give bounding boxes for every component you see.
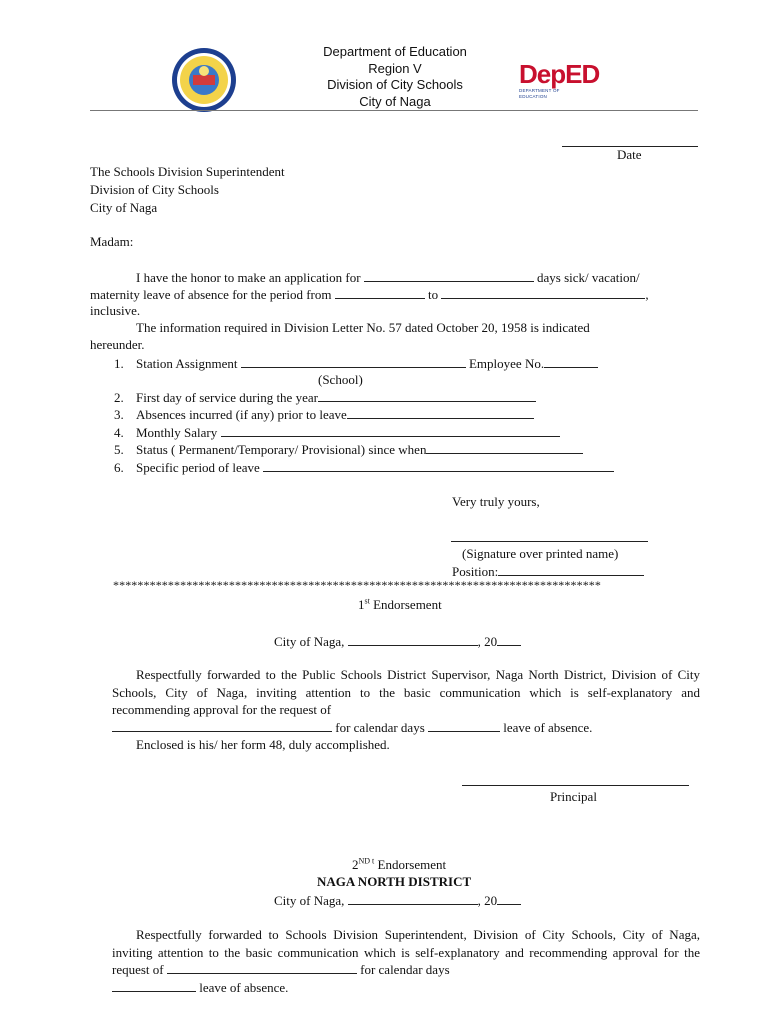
absences-blank[interactable] — [347, 406, 534, 419]
body-text: days sick/ vacation/ — [537, 270, 640, 285]
employee-no-blank[interactable] — [544, 355, 598, 368]
district-heading — [317, 874, 471, 890]
principal-signature-line[interactable] — [462, 785, 689, 786]
period-to-blank[interactable] — [441, 286, 645, 299]
endorsement-text: for calendar days — [335, 720, 425, 735]
endorsement-2-request-blank[interactable] — [167, 961, 357, 974]
item-extra-label: Employee No. — [468, 356, 545, 371]
body-line — [136, 269, 640, 286]
date-label: Date — [617, 147, 642, 162]
station-blank[interactable] — [241, 355, 466, 368]
body-text: maternity leave of absence for the period from — [90, 287, 332, 302]
district-name: NAGA NORTH DISTRICT — [317, 874, 472, 889]
item-number: 5. — [114, 442, 124, 457]
header-divider — [90, 110, 698, 111]
separator: ******************************************************************************** — [113, 578, 601, 592]
endorsement-2-body-end — [112, 979, 288, 996]
letterhead-line: Department of Education — [323, 44, 467, 59]
item-number: 3. — [114, 407, 124, 422]
ordinal-suffix: st — [364, 596, 370, 606]
title-text: Endorsement — [374, 857, 447, 872]
item-number: 2. — [114, 390, 124, 405]
ordinal: 1 — [358, 597, 365, 612]
list-item — [114, 406, 534, 423]
endorsement-1-body — [112, 666, 700, 719]
endorsement-2-date-blank[interactable] — [348, 892, 478, 905]
item-label: Station Assignment — [136, 356, 238, 371]
list-item — [114, 424, 560, 441]
signature-label: (Signature over printed name) — [462, 546, 619, 561]
addressee-line: Division of City Schools — [90, 182, 219, 197]
position-blank[interactable] — [498, 563, 644, 576]
item-label: Specific period of leave — [136, 460, 260, 475]
list-item — [114, 459, 614, 476]
salary-blank[interactable] — [221, 424, 560, 437]
body-text: hereunder. — [90, 337, 145, 352]
body-text: to — [427, 287, 439, 302]
signature-line[interactable] — [451, 541, 648, 542]
addressee-line: City of Naga — [90, 200, 158, 215]
body-text: inclusive. — [90, 303, 141, 318]
addressee-line: The Schools Division Superintendent — [90, 164, 285, 179]
body-text: The information required in Division Letter No. 57 dated October 20, 1958 is indicated — [136, 320, 590, 335]
item-number: 1. — [114, 356, 124, 371]
ordinal-suffix: ND t — [358, 856, 375, 866]
list-item — [114, 355, 598, 372]
item-number: 6. — [114, 460, 124, 475]
item-label: Monthly Salary — [136, 425, 218, 440]
period-blank[interactable] — [263, 459, 614, 472]
days-blank[interactable] — [364, 269, 534, 282]
endorsement-text: Respectfully forwarded to Schools Division Superintendent, Division of City Schools, City of Naga, inviting attention to the basic communication which is self-explanatory and recommending approval for the request of — [112, 927, 700, 977]
endorsement-text: leave of absence. — [503, 720, 593, 735]
endorsement-text: Respectfully forwarded to the Public Schools District Supervisor, Naga North District, Division of City Schools, City of Naga, inviting attention to the basic communication which is self-explanatory and recommending approval for the request of — [112, 667, 700, 717]
letterhead-line: City of Naga — [359, 93, 431, 109]
year-label: , 20 — [477, 634, 498, 649]
endorsement-text: for calendar days — [360, 962, 450, 977]
endorsement-2-title — [352, 857, 446, 873]
city-label: City of Naga, — [274, 893, 345, 908]
endorsement-1-enclosure: Enclosed is his/ her form 48, duly accomplished. — [136, 737, 390, 752]
position-label: Position: — [452, 564, 499, 579]
endorsement-text: leave of absence. — [199, 980, 289, 995]
endorsement-2-year-blank[interactable] — [497, 892, 521, 905]
body-text: , — [645, 287, 649, 302]
endorsement-1-date — [274, 633, 521, 650]
list-item — [114, 389, 536, 406]
endorsement-2-days-blank[interactable] — [112, 979, 196, 992]
letterhead-line: Region V — [368, 60, 422, 76]
letterhead — [230, 44, 560, 110]
body-text: I have the honor to make an application for — [136, 270, 361, 285]
salutation: Madam: — [90, 234, 134, 249]
request-of-blank[interactable] — [112, 719, 332, 732]
endorsement-1-title — [358, 597, 442, 613]
body-line — [90, 286, 649, 303]
item-number: 4. — [114, 425, 124, 440]
letterhead-line: Division of City Schools — [327, 77, 463, 92]
endorsement-2-date — [274, 892, 521, 909]
endorsement-1-body-end — [112, 719, 592, 736]
calendar-days-blank[interactable] — [428, 719, 500, 732]
title-text: Endorsement — [369, 597, 442, 612]
school-label: (School) — [318, 372, 363, 387]
year-label: , 20 — [477, 893, 498, 908]
item-label: Status ( Permanent/Temporary/ Provisional) since when — [136, 442, 427, 457]
logo-subtext: DEPARTMENT OF EDUCATION — [519, 88, 560, 99]
principal-label: Principal — [550, 789, 597, 804]
item-label: First day of service during the year — [136, 390, 318, 405]
endorsement-1-date-blank[interactable] — [348, 633, 478, 646]
city-label: City of Naga, — [274, 634, 345, 649]
list-item — [114, 441, 583, 458]
ordinal: 2 — [352, 857, 359, 872]
logo-text: DepED — [519, 59, 600, 89]
endorsement-1-year-blank[interactable] — [497, 633, 521, 646]
deped-seal-logo — [171, 47, 237, 113]
status-blank[interactable] — [426, 441, 583, 454]
endorsement-2-body — [112, 926, 700, 979]
item-label: Absences incurred (if any) prior to leave — [136, 407, 347, 422]
first-day-blank[interactable] — [318, 389, 536, 402]
deped-wordmark-logo — [519, 59, 600, 102]
period-from-blank[interactable] — [335, 286, 425, 299]
closing: Very truly yours, — [452, 494, 540, 509]
